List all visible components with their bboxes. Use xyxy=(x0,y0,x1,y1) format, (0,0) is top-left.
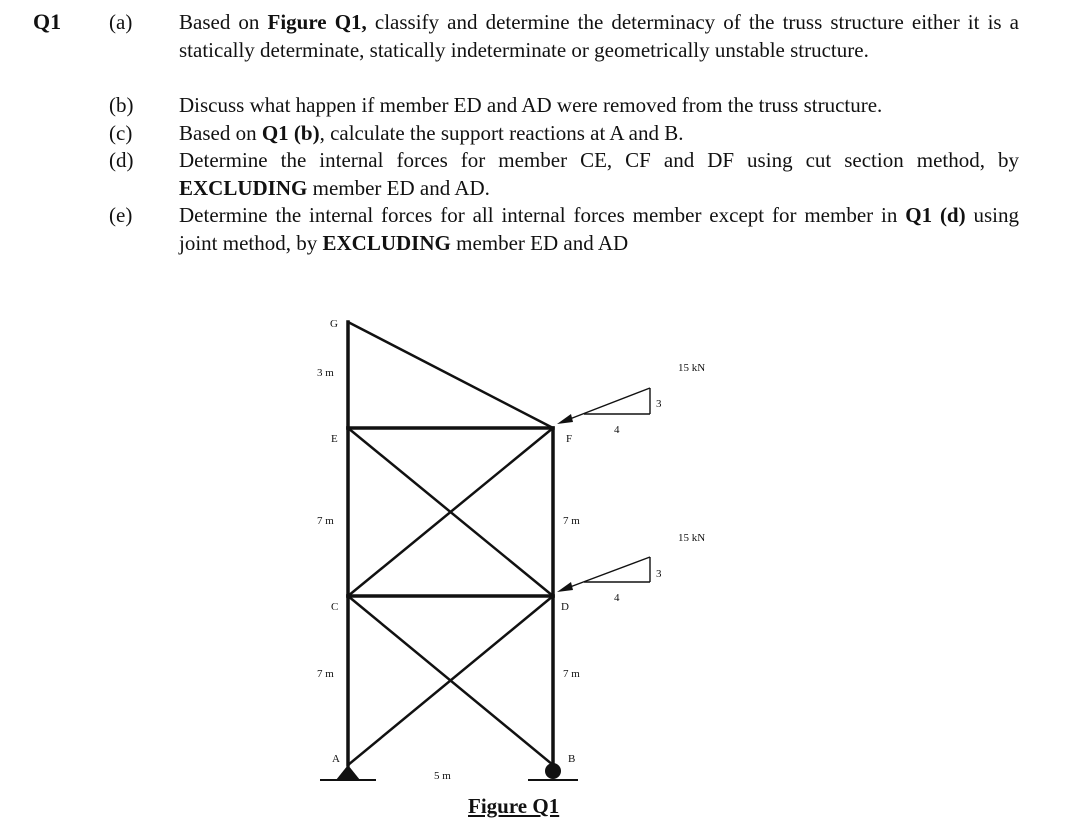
node-label-e: E xyxy=(331,433,338,445)
part-label-e: (e) xyxy=(109,203,133,227)
dim-lower-right: 7 m xyxy=(563,668,580,680)
load-arrowhead-d xyxy=(557,582,573,592)
part-text-segment: Q1 (d) xyxy=(905,203,966,227)
part-text-segment: Figure Q1, xyxy=(267,10,367,34)
part-text-segment: , calculate the support reactions at A and B. xyxy=(319,120,684,145)
part-label-a: (a) xyxy=(109,10,133,34)
part-label-d: (d) xyxy=(109,148,134,172)
part-text-segment: Q1 (b) xyxy=(261,120,320,145)
dim-lower-left: 7 m xyxy=(317,668,334,680)
dim-upper-right: 7 m xyxy=(563,515,580,527)
part-text-segment: Based on xyxy=(179,10,268,34)
part-text-segment: using joint method, by xyxy=(179,203,1019,255)
part-text-segment: Based on xyxy=(179,120,262,145)
part-text-segment: Discuss what happen if member ED and AD were removed from the truss structure. xyxy=(179,93,883,117)
pin-support-a xyxy=(336,765,360,780)
part-text-segment: Determine the internal forces for member CE, CF and DF using cut section method, by xyxy=(179,148,1019,172)
node-label-c: C xyxy=(331,601,339,613)
part-label-c: (c) xyxy=(109,120,133,145)
figure-caption: Figure Q1 xyxy=(468,794,560,818)
dim-upper-left: 7 m xyxy=(317,515,334,527)
node-label-f: F xyxy=(566,433,573,445)
roller-support-b xyxy=(545,763,561,779)
part-text-segment: Determine the internal forces for all internal forces member except for member in xyxy=(179,203,906,227)
question-number: Q1 xyxy=(33,9,62,34)
part-text-segment: member ED and AD xyxy=(450,230,629,255)
part-text-segment: classify and determine the determinacy of the truss structure either it is a statically determinate, statically indeterminate or geometrically unstable structure. xyxy=(179,10,1019,62)
load-arrow-d xyxy=(562,557,650,590)
load-rise-d: 3 xyxy=(656,568,662,580)
load-arrow-f xyxy=(562,388,650,422)
part-text-segment: EXCLUDING xyxy=(179,175,308,200)
node-label-g: G xyxy=(330,318,338,330)
part-text-segment: member ED and AD. xyxy=(307,175,490,200)
member-gf xyxy=(348,322,553,428)
part-label-b: (b) xyxy=(109,93,134,117)
load-run-f: 4 xyxy=(614,424,620,436)
node-label-d: D xyxy=(561,601,569,613)
part-text-segment: EXCLUDING xyxy=(322,230,451,255)
load-arrowhead-f xyxy=(557,414,573,424)
node-label-a: A xyxy=(332,753,340,765)
dim-top-height: 3 m xyxy=(317,367,334,379)
node-label-b: B xyxy=(568,753,576,765)
load-rise-f: 3 xyxy=(656,398,662,410)
dim-width: 5 m xyxy=(434,770,451,782)
load-run-d: 4 xyxy=(614,592,620,604)
load-magnitude-f: 15 kN xyxy=(678,362,706,374)
load-magnitude-d: 15 kN xyxy=(678,532,706,544)
